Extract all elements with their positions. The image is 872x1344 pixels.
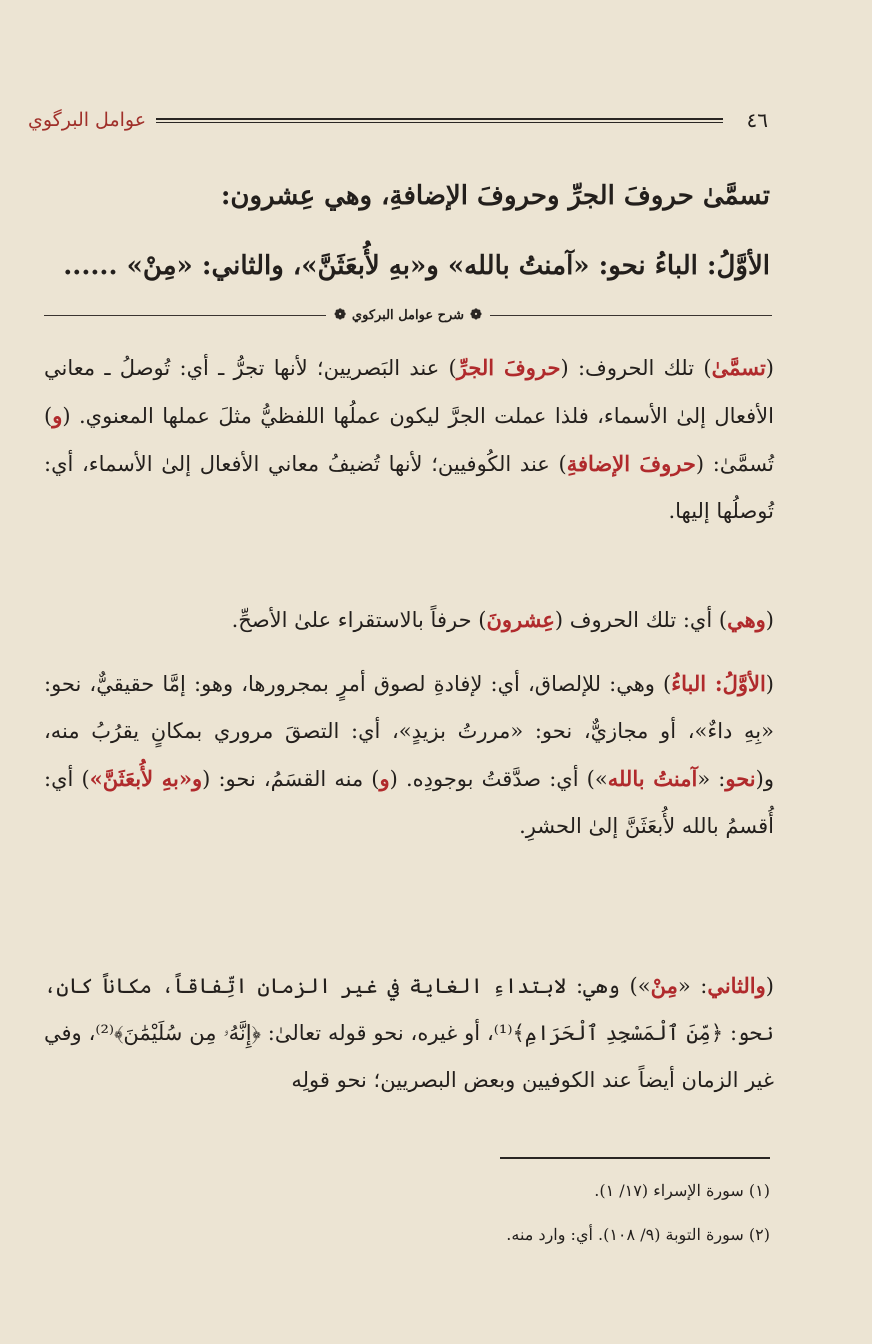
divider-badge (326, 307, 490, 323)
text-run: ) أي: تلك الحروف ( (554, 608, 728, 632)
page-header (28, 100, 768, 140)
matn-term: و«بهِ لأُبعَثَنَّ» (89, 766, 203, 791)
text-run: ) أي: أُقسمُ بالله لأُبعَثَنَّ إلىٰ الحشرِ. (44, 767, 774, 838)
text-run: ( (765, 974, 774, 998)
divider-line-right (490, 315, 772, 316)
text-run: : « (677, 974, 708, 998)
paragraph-1 (44, 344, 774, 535)
matn-term: و (52, 403, 63, 428)
divider-line-left (44, 315, 326, 316)
footnote-1: (١) سورة الإسراء (١٧/ ١). (594, 1181, 770, 1200)
paragraph-3 (44, 660, 774, 850)
text-run: ) تلك الحروف: ( (560, 356, 712, 380)
text-run: : « (697, 767, 726, 791)
matn-term: والثاني (707, 973, 766, 998)
text-run: ») أي: صدَّقتُ بوجودِه. ( (389, 767, 608, 791)
text-run: ) حرفاً بالاستقراء علىٰ الأصحِّ. (231, 608, 487, 632)
matn-term: عِشرونَ (486, 607, 555, 632)
text-run: ) عند الكُوفيين؛ لأنها تُضيفُ معاني الأفعال إلىٰ الأسماء، أي: تُوصلُها إليها. (44, 452, 774, 523)
text-run: ») وهي: لابتداءِ الغاية في غير الزمان اتِّفاقاً، مكاناً كان، نحو: ﴿مِّنَ ٱلْمَسْجِدِ ٱلْحَرَامِ﴾⁽¹⁾، أو غيره، نحو قوله تعالىٰ: ﴿إِنَّهُۥ مِن سُلَيْمَٰنَ﴾⁽²⁾، وفي غير الزمان أيضاً عند الكوفيين وبعض البصريين؛ نحو قولِه (44, 974, 774, 1092)
ornament-icon: ❁ (470, 307, 482, 323)
paragraph-4 (44, 962, 774, 1104)
page-number: ٤٦ (746, 108, 768, 132)
divider-label: شرح عوامل البركوي (351, 307, 465, 323)
matn-term: وهي (727, 607, 766, 632)
footnote-2: (٢) سورة التوبة (٩/ ١٠٨). أي: وارد منه. (506, 1225, 770, 1244)
header-rule (156, 118, 722, 123)
matn-line-2: الأوَّلُ: الباءُ نحو: «آمنتُ بالله» و«بهِ لأُبعَثَنَّ»، والثاني: «مِنْ» ...... (63, 251, 770, 281)
text-run: ( (765, 356, 774, 380)
book-title: عوامل البرگوي (28, 109, 147, 131)
matn-line-1: تسمَّىٰ حروفَ الجرِّ وحروفَ الإضافةِ، وهي عِشرون: (220, 181, 770, 211)
text-run: ) تُسمَّىٰ: ( (44, 404, 774, 476)
matn-term: حروفَ الإضافةِ (566, 451, 696, 476)
matn-term: آمنتُ بالله (607, 766, 698, 791)
text-run: ( (765, 672, 774, 696)
text-run: ( (765, 608, 774, 632)
paragraph-2 (44, 596, 774, 644)
text-run: ) عند البَصريين؛ لأنها تجرُّ ـ أي: تُوصلُ ـ معاني الأفعال إلىٰ الأسماء، فلذا عملت الجرَّ ليكون عملُها اللفظيُّ مثلَ عملها المعنوي. ( (44, 356, 774, 428)
text-run: ) منه القسَمُ، نحو: ( (202, 767, 380, 791)
text-run: ) وهي: للإلصاق، أي: لإفادةِ لصوق أمرٍ بمجرورها، وهو: إمَّا حقيقيٌّ، نحو: «بِهِ داءٌ»، أو مجازيٌّ، نحو: «مررتُ بزيدٍ»، أي: التصقَ مروري بمكانٍ يقرُبُ منه، و( (44, 672, 774, 791)
matn-term: تسمَّىٰ (711, 355, 766, 380)
matn-term: و (379, 766, 390, 791)
matn-term: الأوَّلُ: الباءُ (671, 671, 766, 696)
ornament-icon: ❁ (334, 307, 346, 323)
footnote-rule (500, 1157, 770, 1159)
matn-term: مِنْ (650, 973, 678, 998)
matn-term: نحو (725, 766, 756, 791)
matn-term: حروفَ الجرِّ (456, 355, 561, 380)
commentary-divider (44, 304, 772, 326)
